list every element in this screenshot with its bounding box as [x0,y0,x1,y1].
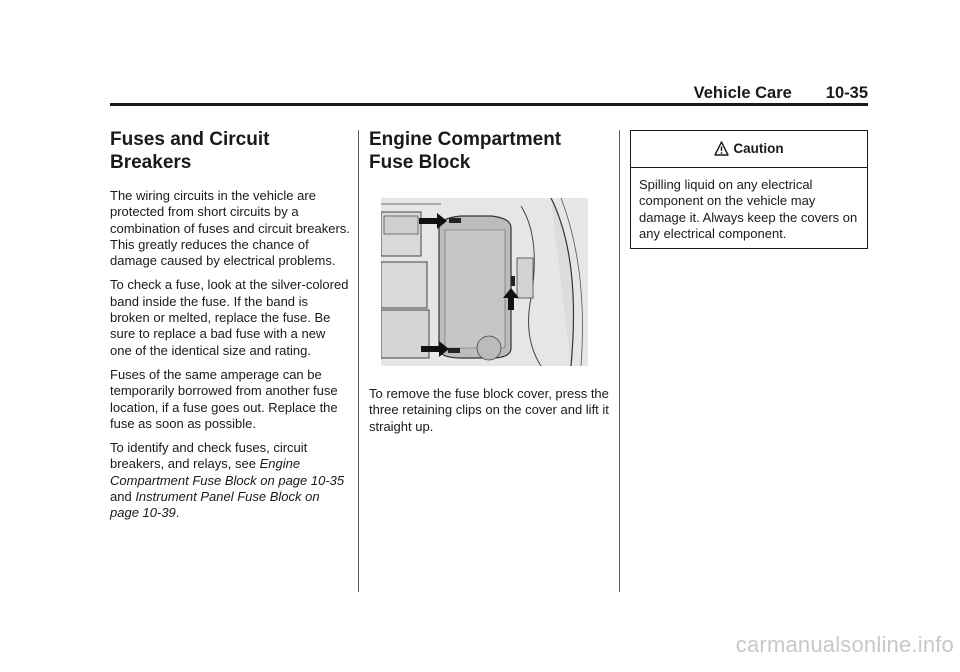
caution-text: Spilling liquid on any electrical component on the vehicle may damage it. Always keep the covers on any electrical component. [639,177,858,241]
page-number: 10-35 [825,84,868,102]
page-header [110,84,868,103]
heading-fuses-breakers: Fuses and Circuit Breakers [110,129,270,173]
column-divider-2 [619,130,620,592]
column-fuses-breakers [110,128,350,530]
paragraph-check-fuse: To check a fuse, look at the silver-colored band inside the fuse. If the band is broken or melted, replace the fuse. Be sure to replace a bad fuse with a new one of the identical size and rating. [110,277,349,358]
paragraph-borrow-fuse: Fuses of the same amperage can be temporarily borrowed from another fuse location, if a fuse goes out. Replace the fuse as soon as possible. [110,366,338,431]
column-caution [630,130,868,249]
warning-triangle-icon [714,141,729,159]
caution-body [631,168,867,248]
section-title: Vehicle Care [693,84,792,102]
watermark: carmanualsonline.info [735,632,954,657]
column-divider-1 [358,130,359,592]
link-instrument-panel-fuse-block[interactable]: Instrument Panel Fuse Block on page 10-39 [110,489,320,521]
caution-box [630,130,868,249]
paragraph-identify: To identify and check fuses, circuit breakers, and relays, see Engine Compartment Fuse Block on page 10-35 and Instrument Panel Fuse Block on page 10-39. [110,440,345,521]
paragraph-wiring: The wiring circuits in the vehicle are protected from short circuits by a combination of fuses and circuit breakers. This greatly reduces the chance of damage caused by electrical problems. [110,188,350,269]
caution-header [631,131,867,168]
header-rule [110,103,868,106]
fuse-block-illustration [381,198,588,366]
caution-title: Caution [733,141,784,156]
heading-engine-fuse-block: Engine Compartment Fuse Block [369,129,562,173]
paragraph-remove-cover: To remove the fuse block cover, press the three retaining clips on the cover and lift it straight up. [369,386,609,434]
column-engine-fuse-block [369,128,609,443]
link-engine-fuse-block[interactable]: Engine Compartment Fuse Block on page 10-35 [110,456,345,488]
